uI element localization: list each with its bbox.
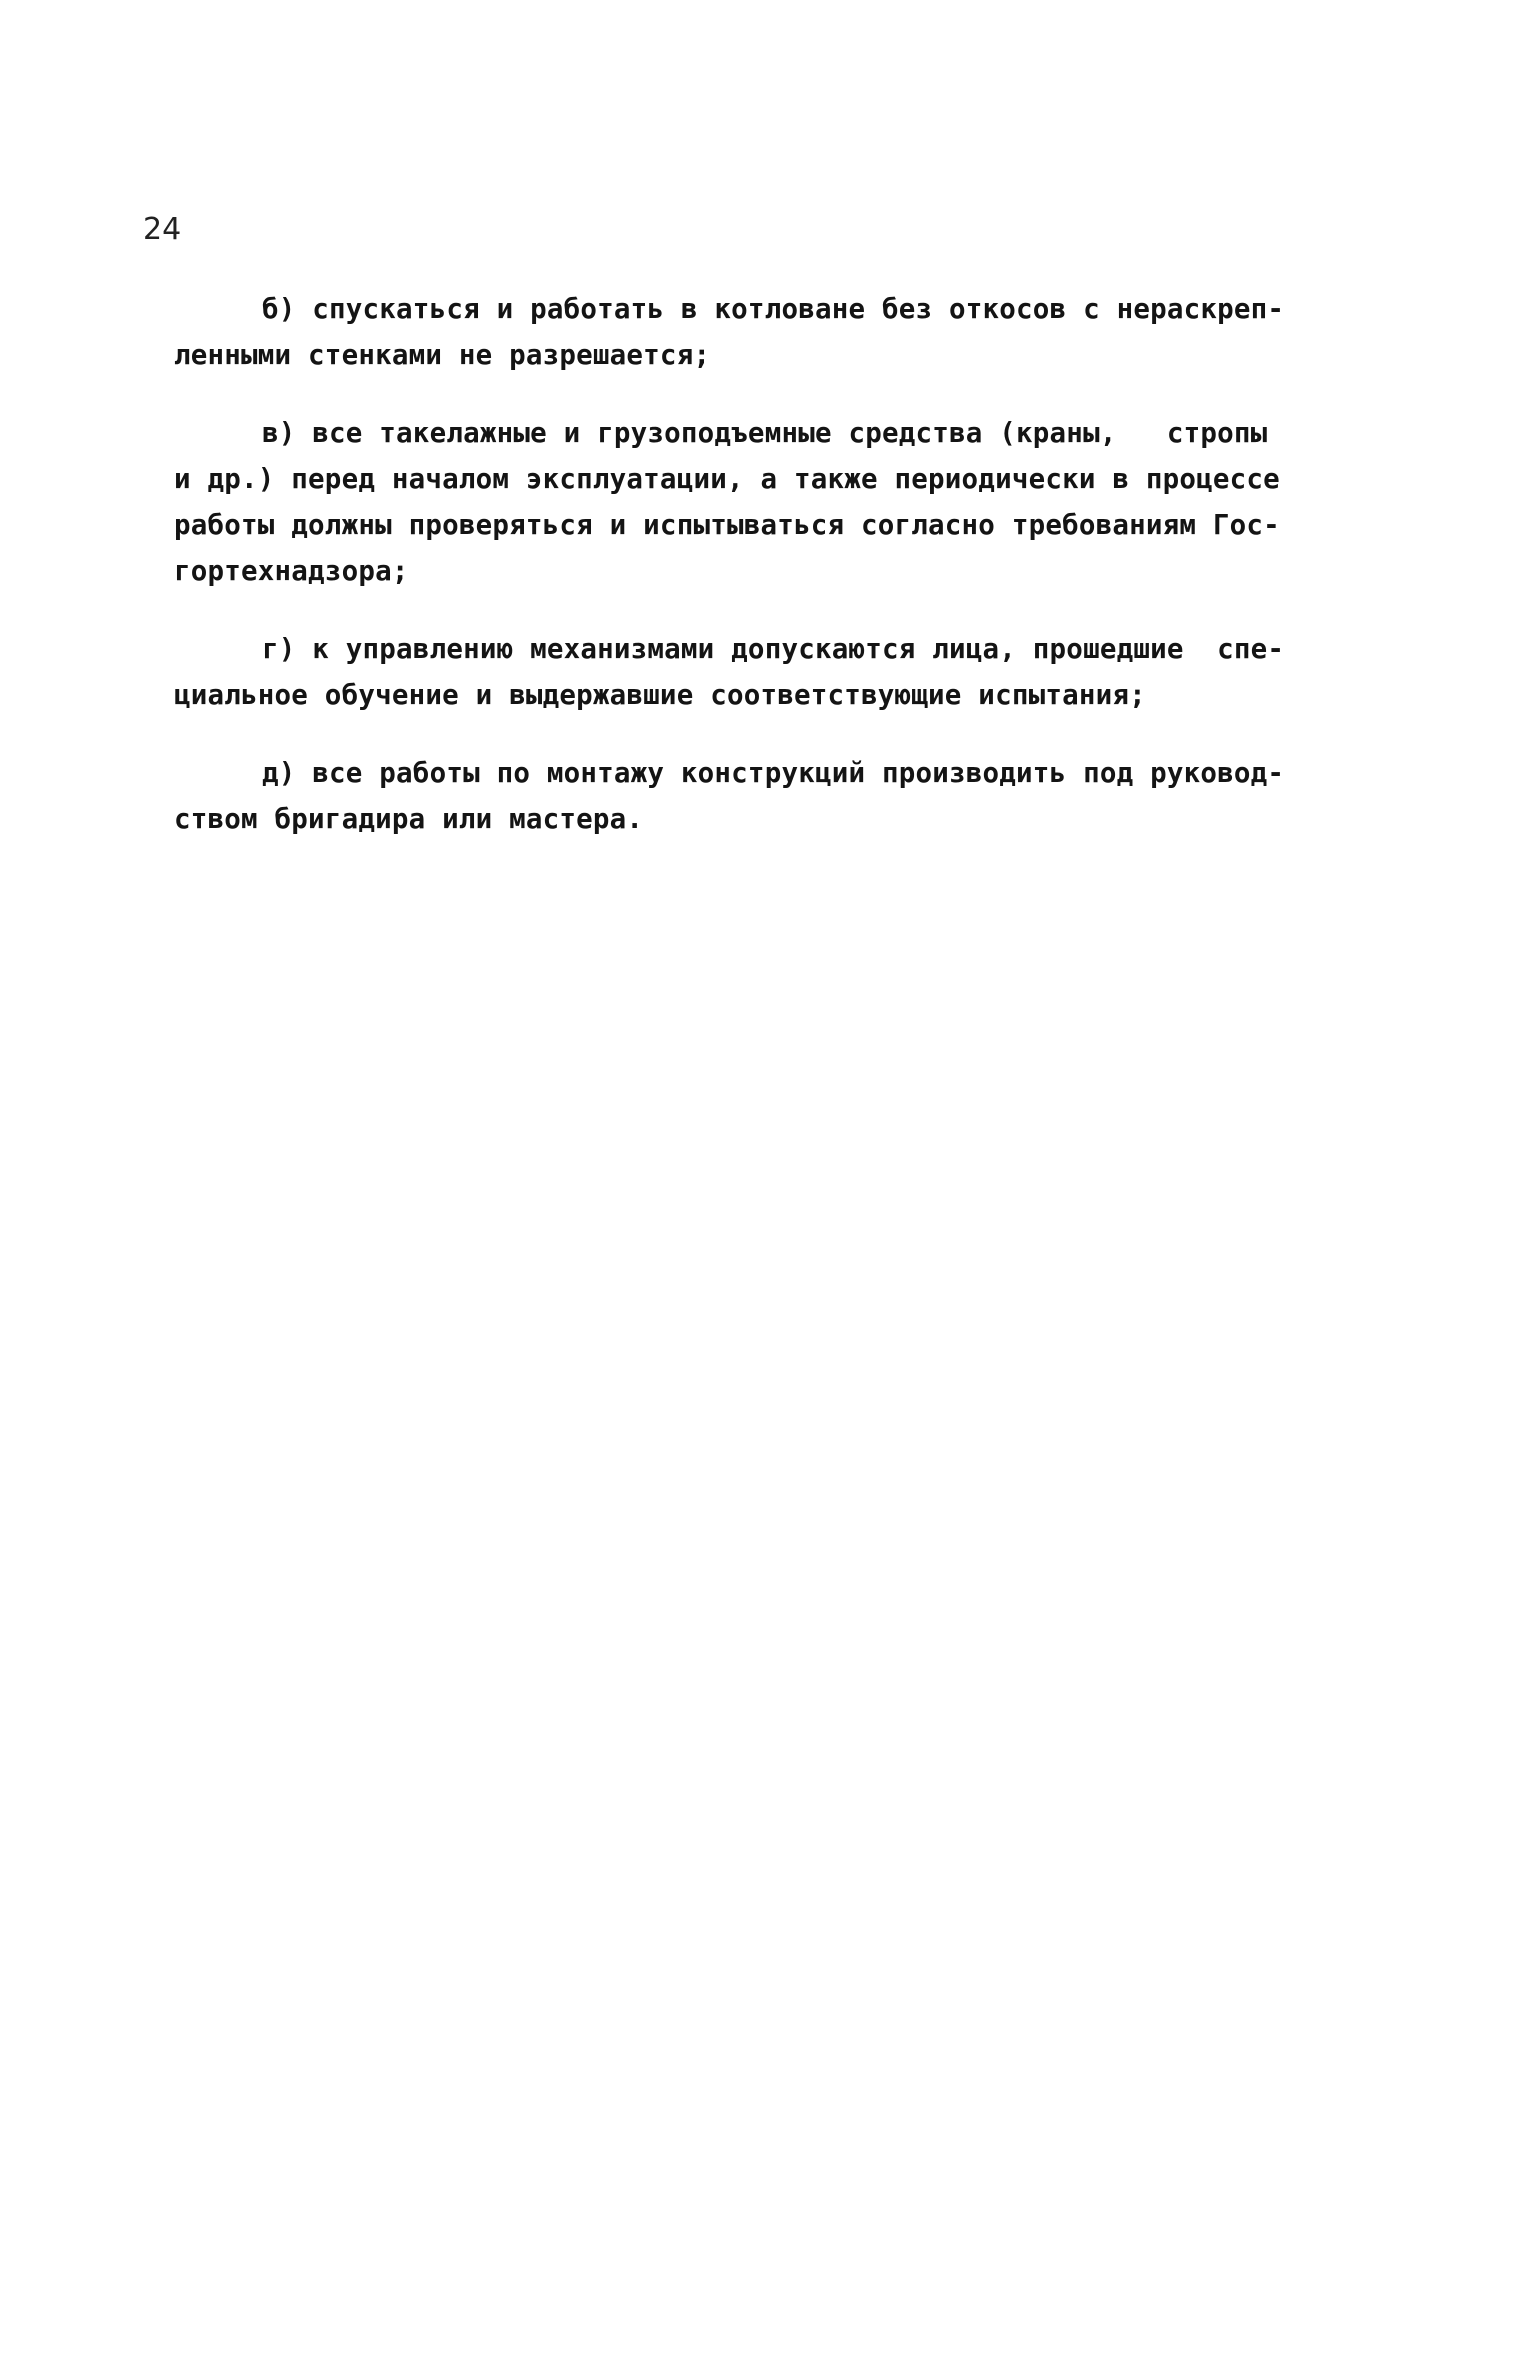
text-line: ством бригадира или мастера. <box>174 803 644 835</box>
page-number: 24 <box>143 212 182 247</box>
text-line: работы должны проверяться и испытываться согласно требованиям Гос- <box>174 509 1280 541</box>
text-line: циальное обучение и выдержавшие соответствующие испытания; <box>174 679 1146 711</box>
text-line: б) спускаться и работать в котловане без откосов с нераскреп- <box>262 293 1285 325</box>
text-line: ленными стенками не разрешается; <box>174 339 711 371</box>
text-line: д) все работы по монтажу конструкций производить под руковод- <box>262 757 1285 789</box>
text-line: и др.) перед началом эксплуатации, а также периодически в процессе <box>174 463 1280 495</box>
document-body <box>174 286 1386 874</box>
paragraph-v <box>174 410 1386 594</box>
paragraph-g <box>174 626 1386 718</box>
text-line: гортехнадзора; <box>174 555 409 587</box>
text-line: г) к управлению механизмами допускаются лица, прошедшие спе- <box>262 633 1285 665</box>
text-line: в) все такелажные и грузоподъемные средства (краны, стропы <box>262 417 1268 449</box>
paragraph-b <box>174 286 1386 378</box>
paragraph-d <box>174 750 1386 842</box>
